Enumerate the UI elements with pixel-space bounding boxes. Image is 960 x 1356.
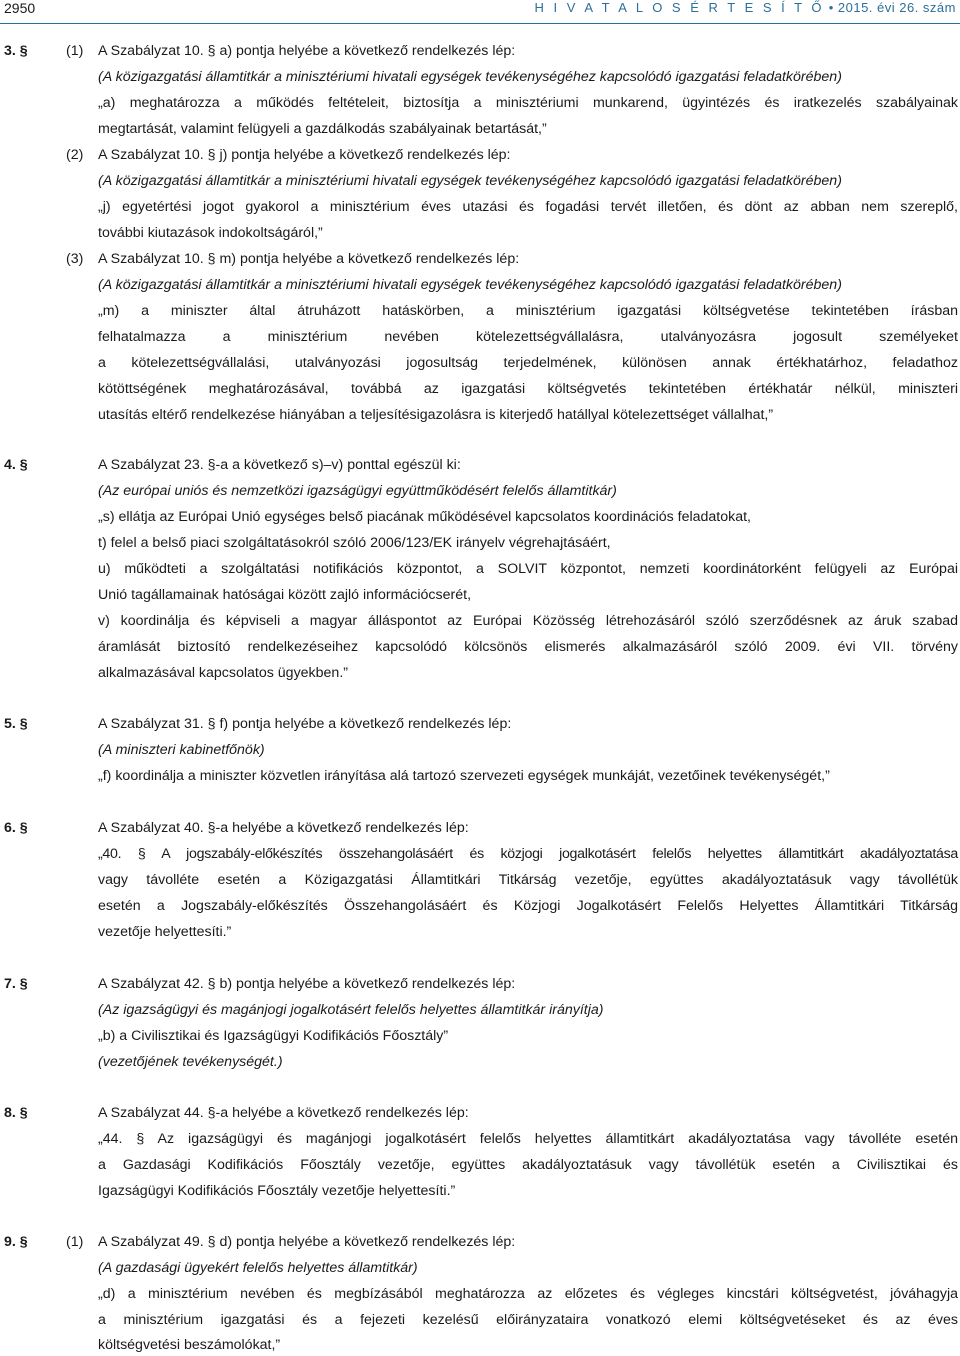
amendment-text: megtartását, valamint felügyeli a gazdálkodás szabályainak betartását,” xyxy=(98,121,547,137)
context-line: (vezetőjének tevékenységét.) xyxy=(98,1054,283,1070)
amendment-text: „j) egyetértési jogot gyakorol a minisztérium éves utazási és fogadási tervét illetően, és dönt az abban nem szereplő, xyxy=(98,199,958,215)
section-number: 8. § xyxy=(4,1105,28,1121)
page-number: 2950 xyxy=(4,0,36,16)
amendment-text: vezetője helyettesíti.” xyxy=(98,924,232,940)
amendment-intro: A Szabályzat 49. § d) pontja helyébe a következő rendelkezés lép: xyxy=(98,1234,516,1250)
header-rule xyxy=(0,23,960,24)
context-line: (A miniszteri kabinetfőnök) xyxy=(98,742,265,758)
amendment-text: „b) a Civilisztikai és Igazságügyi Kodifikációs Főosztály” xyxy=(98,1028,449,1044)
amendment-text: „d) a minisztérium nevében és megbízásából meghatározza az előzetes és végleges kincstári költségvetést, jóváhagyja xyxy=(98,1286,958,1302)
amendment-intro: A Szabályzat 10. § a) pontja helyébe a következő rendelkezés lép: xyxy=(98,43,516,59)
amendment-intro: A Szabályzat 44. §-a helyébe a következő rendelkezés lép: xyxy=(98,1105,469,1121)
amendment-text: „s) ellátja az Európai Unió egységes belső piacának működésével kapcsolatos koordinációs feladatokat, xyxy=(98,509,751,525)
amendment-intro: A Szabályzat 10. § m) pontja helyébe a következő rendelkezés lép: xyxy=(98,251,520,267)
paragraph-label: (1) xyxy=(66,43,84,59)
amendment-text: utasítás eltérő rendelkezése hiányában a teljesítésigazolásra is kiterjedő hatállyal kötelezettséget vállalhat,” xyxy=(98,407,774,423)
page-header xyxy=(0,0,960,22)
amendment-intro: A Szabályzat 31. § f) pontja helyébe a következő rendelkezés lép: xyxy=(98,716,512,732)
section-number: 5. § xyxy=(4,716,28,732)
amendment-intro: A Szabályzat 10. § j) pontja helyébe a következő rendelkezés lép: xyxy=(98,147,511,163)
amendment-text: vagy távolléte esetén a Közigazgatási Államtitkári Titkárság vezetője, együttes akadályoztatásuk vagy távollétük xyxy=(98,872,958,888)
amendment-text: v) koordinálja és képviseli a magyar álláspontot az Európai Közösség létrehozásáról szóló szerződésnek az áruk szabad xyxy=(98,613,958,629)
amendment-intro: A Szabályzat 42. § b) pontja helyébe a következő rendelkezés lép: xyxy=(98,976,516,992)
amendment-text: áramlását biztosító rendelkezéseihez kapcsolódó kölcsönös elismerés alkalmazásáról szóló 2009. évi VII. törvény xyxy=(98,639,958,655)
amendment-text: Unió tagállamainak hatóságai között zajló információcserét, xyxy=(98,587,472,603)
amendment-text: u) működteti a szolgáltatási notifikációs központot, a SOLVIT központot, nemzeti koordinátorként felügyeli az Európai xyxy=(98,561,958,577)
amendment-text: „a) meghatározza a működés feltételeit, biztosítja a minisztériumi munkarend, ügyintézés és iratkezelés szabályainak xyxy=(98,95,958,111)
amendment-text: esetén a Jogszabály-előkészítés Összehangolásáért és Közjogi Jogalkotásért Felelős Helyettes Államtitkári Titkárság xyxy=(98,898,958,914)
paragraph-label: (3) xyxy=(66,251,84,267)
amendment-text: költségvetési beszámolókat,” xyxy=(98,1337,281,1353)
amendment-text: „44. § Az igazságügyi és magánjogi jogalkotásért felelős helyettes államtitkárt akadályoztatása vagy távolléte esetén xyxy=(98,1131,958,1147)
amendment-text: „40. § A jogszabály-előkészítés összehangolásáért és közjogi jogalkotásért felelős helyettes államtitkárt akadályoztatása xyxy=(98,846,958,862)
amendment-text: alkalmazásával kapcsolatos ügyekben.” xyxy=(98,665,348,681)
amendment-text: „f) koordinálja a miniszter közvetlen irányítása alá tartozó szervezeti egységek munkáját, vezetőinek tevékenységét,” xyxy=(98,768,830,784)
amendment-text: t) felel a belső piaci szolgáltatásokról szóló 2006/123/EK irányelv végrehajtásáért, xyxy=(98,535,611,551)
section-number: 9. § xyxy=(4,1234,28,1250)
context-line: (A közigazgatási államtitkár a minisztériumi hivatali egységek tevékenységéhez kapcsolódó igazgatási feladatkörében) xyxy=(98,173,842,189)
amendment-text: a kötelezettségvállalási, utalványozási jogosultság terjedelmének, különösen annak értékhatárhoz, feladathoz xyxy=(98,355,958,371)
amendment-text: a Gazdasági Kodifikációs Főosztály vezetője, együttes akadályoztatásuk vagy távollétük esetén a Civilisztikai és xyxy=(98,1157,958,1173)
amendment-intro: A Szabályzat 23. §-a a következő s)–v) ponttal egészül ki: xyxy=(98,457,461,473)
paragraph-label: (2) xyxy=(66,147,84,163)
paragraph-label: (1) xyxy=(66,1234,84,1250)
context-line: (A közigazgatási államtitkár a minisztériumi hivatali egységek tevékenységéhez kapcsolódó igazgatási feladatkörében) xyxy=(98,69,842,85)
amendment-intro: A Szabályzat 40. §-a helyébe a következő rendelkezés lép: xyxy=(98,820,469,836)
amendment-text: Igazságügyi Kodifikációs Főosztály vezetője helyettesíti.” xyxy=(98,1183,456,1199)
header-bullet: • xyxy=(828,0,834,15)
section-number: 3. § xyxy=(4,43,28,59)
context-line: (Az igazságügyi és magánjogi jogalkotásért felelős helyettes államtitkár irányítja) xyxy=(98,1002,604,1018)
issue-number: 2015. évi 26. szám xyxy=(837,0,956,15)
section-number: 6. § xyxy=(4,820,28,836)
amendment-text: kötöttségének meghatározásával, továbbá az igazgatási költségvetés tekintetében értékhatár nélkül, miniszteri xyxy=(98,381,958,397)
amendment-text: további kiutazások indokoltságáról,” xyxy=(98,225,323,241)
journal-title xyxy=(535,0,956,15)
amendment-text: felhatalmazza a minisztérium nevében kötelezettségvállalásra, utalványozásra jogosult személyeket xyxy=(98,329,958,345)
amendment-text: a minisztérium igazgatási és a fejezeti kezelésű előirányzataira vonatkozó elemi költségvetéseket és az éves xyxy=(98,1312,958,1328)
section-number: 7. § xyxy=(4,976,28,992)
context-line: (A gazdasági ügyekért felelős helyettes államtitkár) xyxy=(98,1260,418,1276)
context-line: (A közigazgatási államtitkár a minisztériumi hivatali egységek tevékenységéhez kapcsolódó igazgatási feladatkörében) xyxy=(98,277,842,293)
amendment-text: „m) a miniszter által átruházott hatáskörben, a minisztérium igazgatási költségvetése tekintetében írásban xyxy=(98,303,958,319)
section-number: 4. § xyxy=(4,457,28,473)
journal-name: H I V A T A L O S É R T E S Í T Ő xyxy=(534,0,825,15)
context-line: (Az európai uniós és nemzetközi igazságügyi együttműködésért felelős államtitkár) xyxy=(98,483,617,499)
